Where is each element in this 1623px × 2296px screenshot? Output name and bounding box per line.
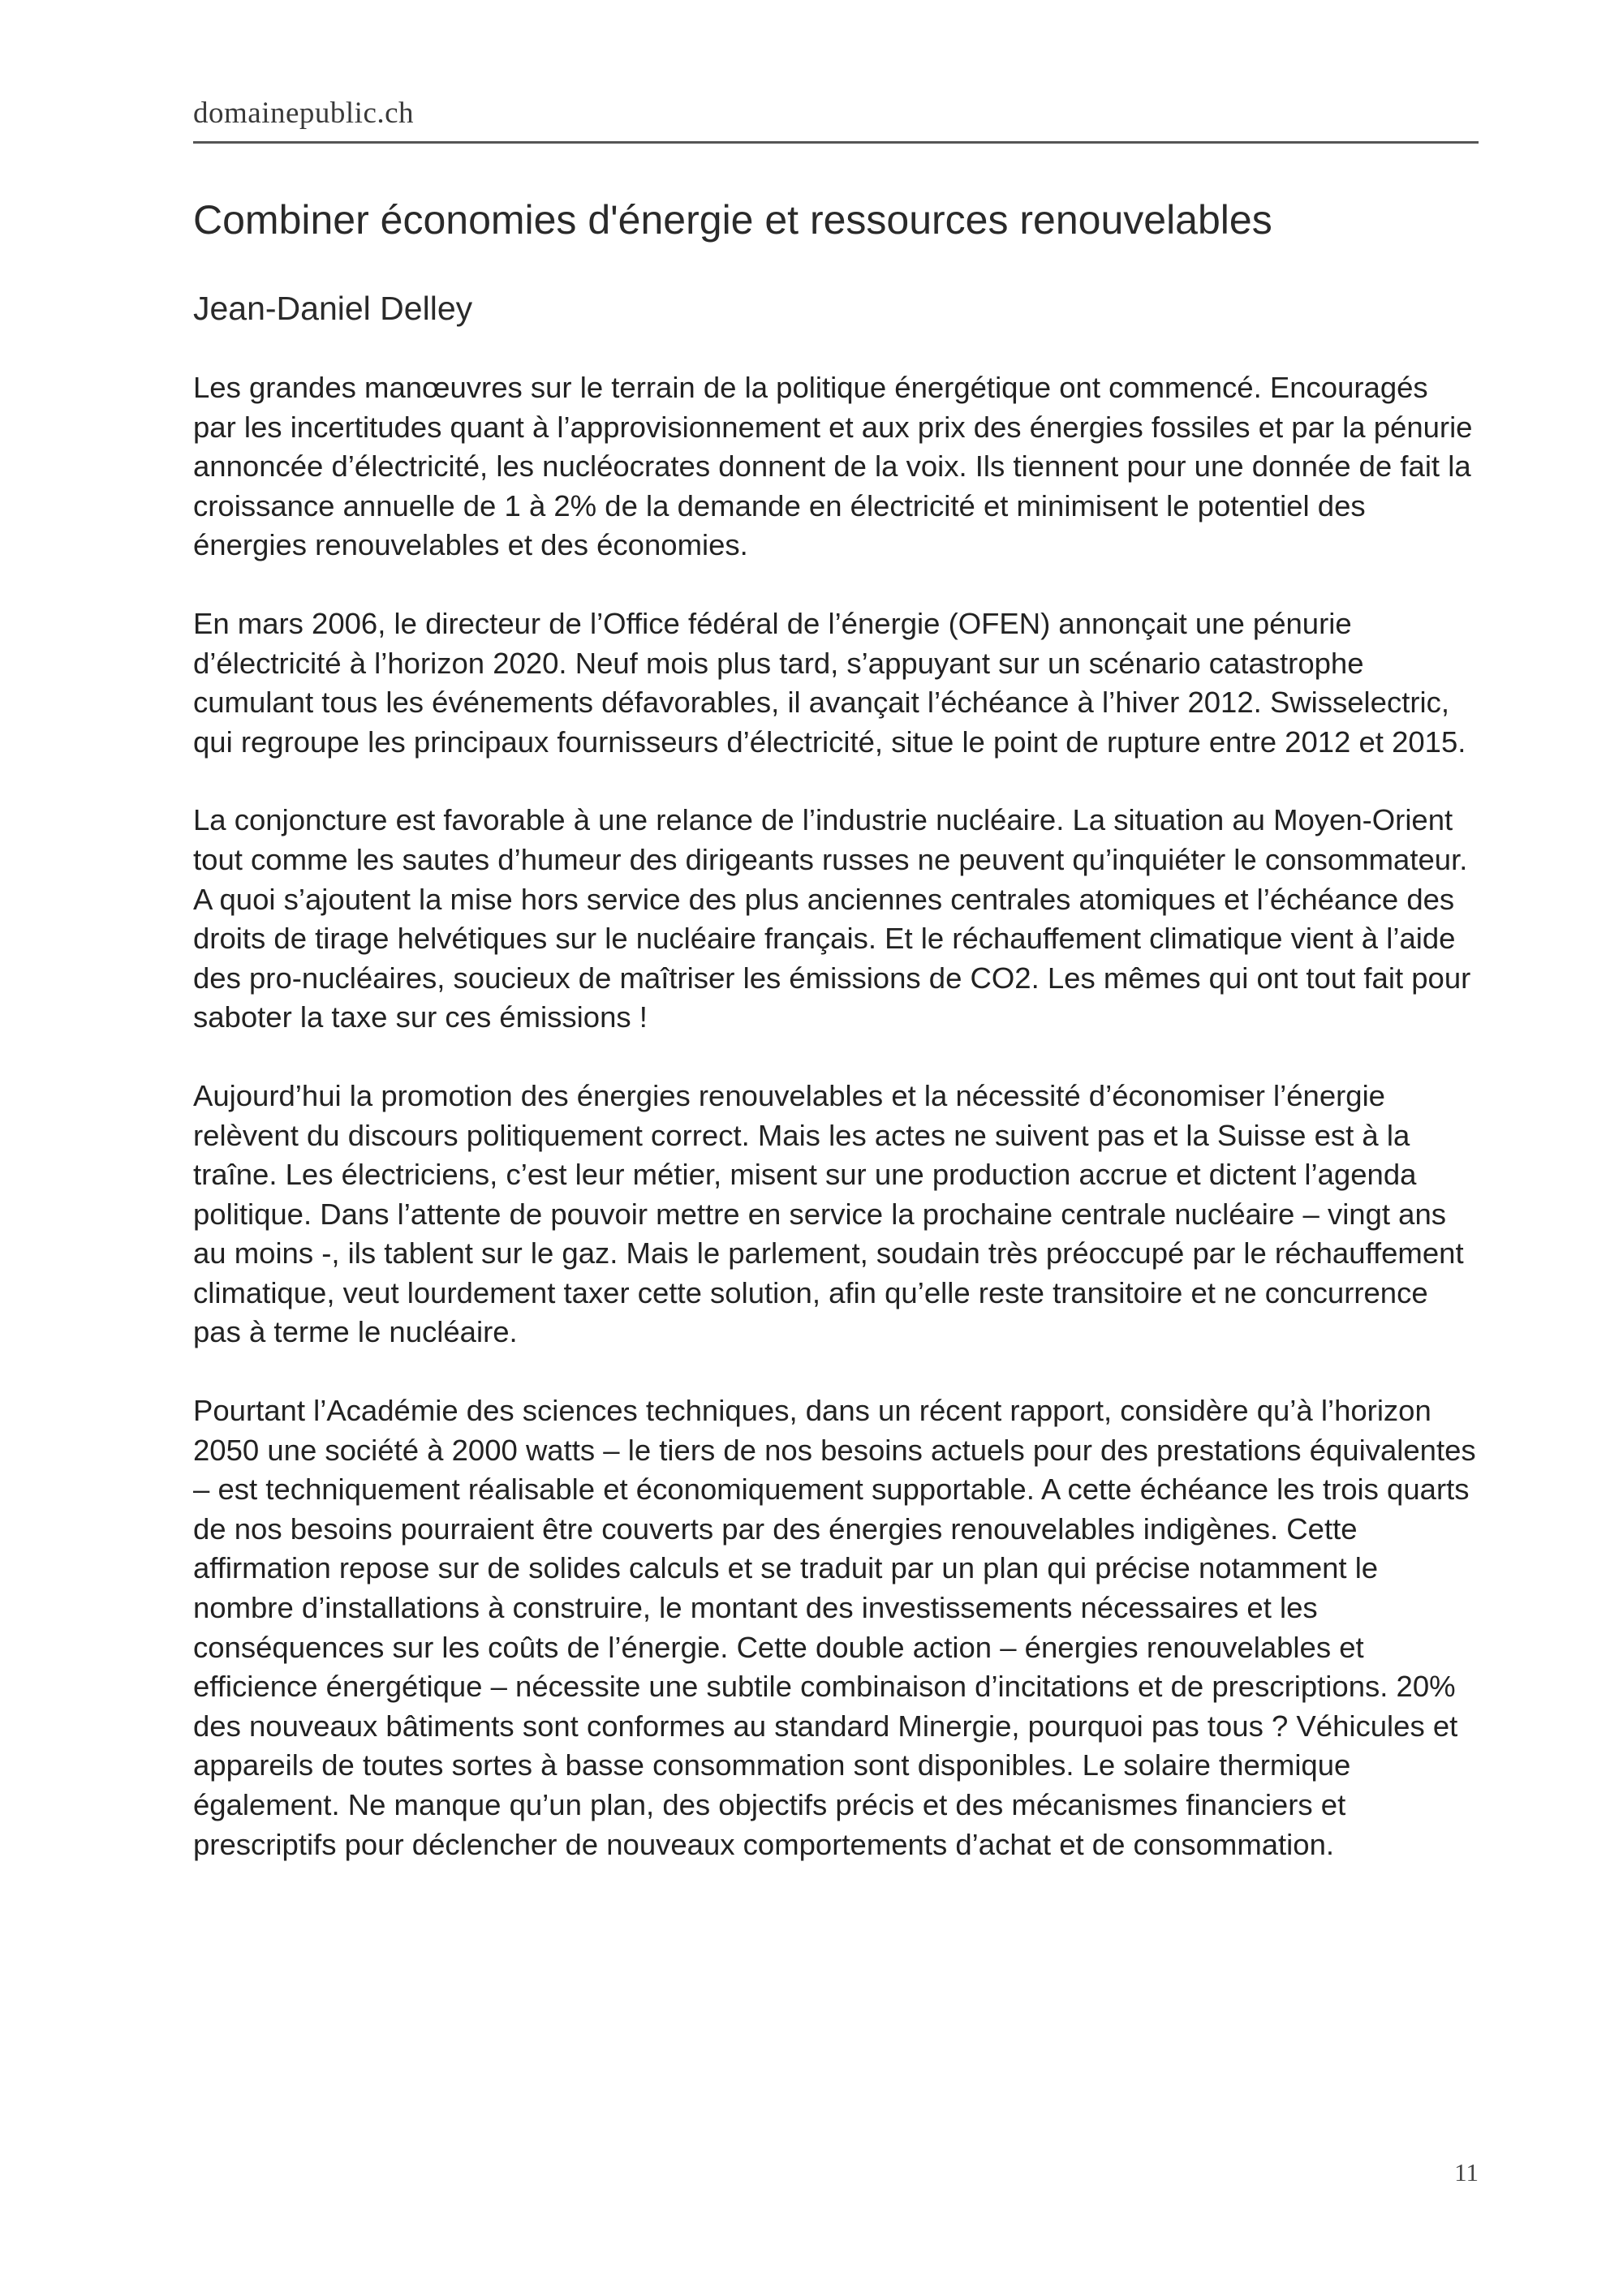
article-body [193,368,1479,1864]
article [193,191,1479,1903]
paragraph-3: La conjoncture est favorable à une relance de l’industrie nucléaire. La situation au Moyen-Orient tout comme les sautes d’humeur des dirigeants russes ne peuvent qu’inquiéter le consommateur. A quoi s’ajoutent la mise hors service des plus anciennes centrales atomiques et l’échéance des droits de tirage helvétiques sur le nucléaire français. Et le réchauffement climatique vient à l’aide des pro-nucléaires, soucieux de maîtriser les émissions de CO2. Les mêmes qui ont tout fait pour saboter la taxe sur ces émissions ! [193,803,1471,1034]
paragraph-5: Pourtant l’Académie des sciences techniques, dans un récent rapport, considère qu’à l’horizon 2050 une société à 2000 watts – le tiers de nos besoins actuels pour des prestations équivalentes – est techniquement réalisable et économiquement supportable. A cette échéance les trois quarts de nos besoins pourraient être couverts par des énergies renouvelables indigènes. Cette affirmation repose sur de solides calculs et se traduit par un plan qui précise notamment le nombre d’installations à construire, le montant des investissements nécessaires et les conséquences sur les coûts de l’énergie. Cette double action – énergies renouvelables et efficience énergétique – nécessite une subtile combinaison d’incitations et de prescriptions. 20% des nouveaux bâtiments sont conformes au standard Minergie, pourquoi pas tous ? Véhicules et appareils de toutes sortes à basse consommation sont disponibles. Le solaire thermique également. Ne manque qu’un plan, des objectifs précis et des mécanismes financiers et prescriptifs pour déclencher de nouveaux comportements d’achat et de consommation. [193,1394,1476,1861]
page-number: 11 [1454,2158,1479,2186]
article-title: Combiner économies d'énergie et ressources renouvelables [193,197,1272,243]
site-name: domainepublic.ch [193,97,415,130]
page-header [193,96,1479,144]
paragraph-2: En mars 2006, le directeur de l’Office fédéral de l’énergie (OFEN) annonçait une pénurie d’électricité à l’horizon 2020. Neuf mois plus tard, s’appuyant sur un scénario catastrophe cumulant tous les événements défavorables, il avançait l’échéance à l’hiver 2012. Swisselectric, qui regroupe les principaux fournisseurs d’électricité, situe le point de rupture entre 2012 et 2015. [193,606,1466,759]
paragraph-1: Les grandes manœuvres sur le terrain de la politique énergétique ont commencé. Encouragés par les incertitudes quant à l’approvisionnement et aux prix des énergies fossiles et par la pénurie annoncée d’électricité, les nucléocrates donnent de la voix. Ils tiennent pour une donnée de fait la croissance annuelle de 1 à 2% de la demande en électricité et minimisent le potentiel des énergies renouvelables et des économies. [193,371,1473,562]
paragraph-4: Aujourd’hui la promotion des énergies renouvelables et la nécessité d’économiser l’énergie relèvent du discours politiquement correct. Mais les actes ne suivent pas et la Suisse est à la traîne. Les électriciens, c’est leur métier, misent sur une production accrue et dictent l’agenda politique. Dans l’attente de pouvoir mettre en service la prochaine centrale nucléaire – vingt ans au moins -, ils tablent sur le gaz. Mais le parlement, soudain très préoccupé par le réchauffement climatique, veut lourdement taxer cette solution, afin qu’elle reste transitoire et ne concurrence pas à terme le nucléaire. [193,1078,1464,1349]
article-author: Jean-Daniel Delley [193,290,473,327]
